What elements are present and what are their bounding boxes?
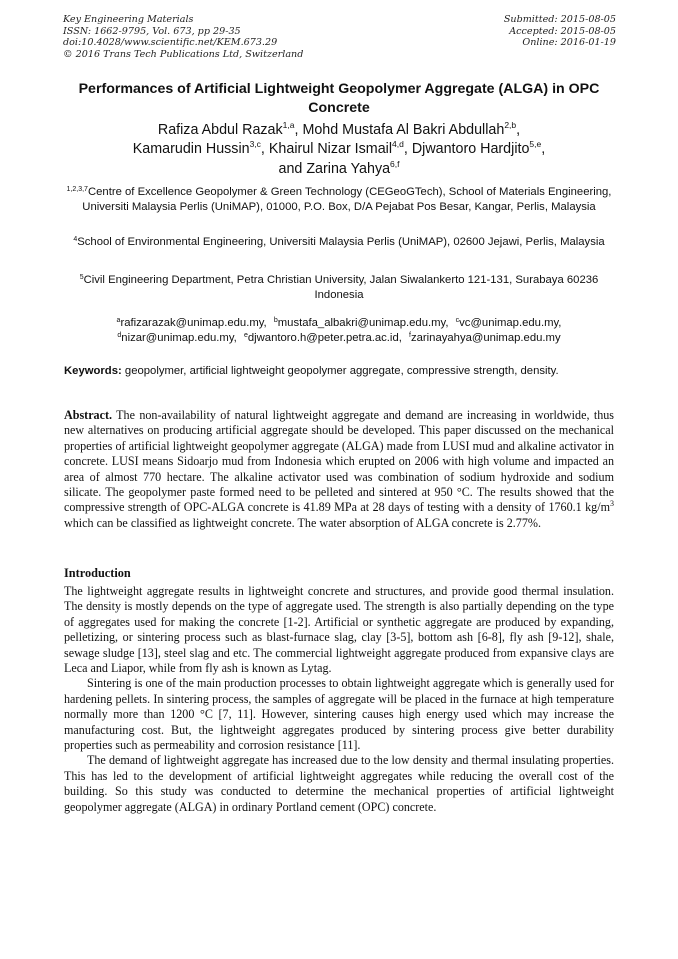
author-name: Rafiza Abdul Razak — [157, 122, 283, 138]
email-sup: e — [243, 331, 248, 339]
abstract-text: The non-availability of natural lightweight aggregate and demand are increasing in worldwide, thus new alternatives on producing artificial aggregate should be developed. This paper discussed on the mechanical properties of artificial lightweight geopolymer aggregate (ALGA) made from LUSI mud and alkaline activator in concrete. LUSI means Sidoarjo mud from Indonesia which erupted on 2006 with high volume and impacted an area of almost 770 hectare. The alkaline activator used was combination of sodium hydroxide and sodium silicate. The geopolymer paste formed need to be pelleted and sintered at 950 °C. The results showed that the compressive strength of OPC-ALGA concrete is 41.89 MPa at 28 days of testing with a density of 1760.1 kg/m — [64, 408, 614, 515]
email-link[interactable]: mustafa_albakri@unimap.edu.my, — [277, 317, 449, 329]
author-name: and Zarina Yahya — [278, 160, 391, 177]
paragraph: Sintering is one of the main production processes to obtain lightweight aggregate which is generally used for hardening pellets. In sintering process, the samples of aggregate will be placed in the furnace at high temperature normally more than 1200 °C [7, 11]. However, sintering causes high energy used which may increase the manufacturing cost. But, the lightweight aggregates produced by sintering process give better durability properties such as permeability and corrosion resistance [11]. — [64, 676, 614, 753]
email-sup: d — [117, 331, 122, 339]
author-sup: 2,b — [504, 120, 517, 130]
author-name: Djwantoro Hardjito — [411, 141, 530, 158]
author-sup: 1,a — [282, 120, 295, 130]
affiliation-text: Centre of Excellence Geopolymer & Green Technology (CEGeoGTech), School of Materials Engineering, Universiti Malaysia Perlis (UniMAP), 01000, P.O. Box, D/A Pejabat Pos Besar, Kangar, Perlis, Malaysia — [82, 186, 612, 213]
online-date: Online: 2016-01-19 — [522, 37, 616, 49]
affiliation-1 — [66, 185, 612, 214]
paragraph: The lightweight aggregate results in lightweight concrete and structures, and provide good thermal insulation. The density is mostly depends on the type of aggregate used. The strength is also partially depending on the type of aggregates used for making the concrete [1-2]. Artificial or synthetic aggregate are produced by expanding, pelletizing, or sintering process such as blast-furnace slag, clay [3-5], bottom ash [6-8], fly ash [9-12], shale, sewage sludge [13], steel slag and etc. The commercial lightweight aggregate produced from expansive clays are Leca and Liapor, while from fly ash is known as Lytag. — [64, 584, 614, 676]
affiliation-sup: 1,2,3,7 — [66, 186, 88, 193]
email-link[interactable]: vc@unimap.edu.my, — [459, 317, 562, 329]
affiliation-2 — [66, 235, 612, 250]
keywords-text: geopolymer, artificial lightweight geopolymer aggregate, compressive strength, density. — [124, 365, 559, 377]
author-list: Rafiza Abdul Razak$^{1,a}$, Mohd Mustafa Al Bakri Abdullah$^{2,b}$, Kamarudin Hussin$^{3,c}$, Khairul Nizar Ismail$^{4,d}$, Djwantoro Hardjito$^{5,e}$, and Zarina Yahya$^{6,f}$ — [132, 120, 546, 177]
author-sup: 6,f — [390, 158, 400, 169]
paragraph: The demand of lightweight aggregate has increased due to the low density and thermal insulating properties. This has led to the development of artificial lightweight aggregates while reducing the overall cost of the building. So this study was conducted to determine the mechanical properties of artificial lightweight geopolymer aggregate (ALGA) in ordinary Portland cement (OPC) concrete. — [64, 753, 614, 814]
email-list — [66, 316, 612, 345]
email-sup: c — [455, 317, 460, 324]
email-sup: f — [409, 331, 411, 339]
journal-name: Key Engineering Materials — [63, 14, 194, 25]
abstract — [64, 408, 614, 531]
keywords-label: Keywords: — [64, 365, 122, 377]
paper-title: Performances of Artificial Lightweight Geopolymer Aggregate (ALGA) in OPC Concrete — [78, 81, 600, 116]
affiliation-sup: 4 — [73, 236, 78, 243]
abstract-text-end: which can be classified as lightweight concrete. The water absorption of ALGA concrete is 2.77%. — [64, 515, 541, 530]
email-sup: b — [273, 317, 278, 324]
email-link[interactable]: zarinayahya@unimap.edu.my — [410, 331, 561, 344]
copyright-line: © 2016 Trans Tech Publications Ltd, Switzerland — [63, 48, 304, 60]
submitted-date: Submitted: 2015-08-05 — [503, 14, 616, 25]
author-sup: 3,c — [249, 139, 261, 150]
email-link[interactable]: rafizarazak@unimap.edu.my, — [120, 317, 267, 329]
introduction-body — [64, 584, 614, 815]
email-link[interactable]: djwantoro.h@peter.petra.ac.id, — [247, 331, 402, 344]
author-name: Kamarudin Hussin — [132, 141, 250, 158]
email-sup: a — [116, 317, 121, 324]
doi-line: doi:10.4028/www.scientific.net/KEM.673.29 — [63, 37, 278, 49]
introduction-heading: Introduction — [64, 566, 131, 580]
dates-header — [504, 14, 616, 49]
accepted-date: Accepted: 2015-08-05 — [509, 25, 616, 37]
author-name: Khairul Nizar Ismail — [268, 141, 393, 158]
abstract-label: Abstract. — [64, 408, 113, 422]
author-sup: 4,d — [392, 139, 404, 150]
issn-volume: ISSN: 1662-9795, Vol. 673, pp 29-35 — [63, 25, 241, 37]
author-sup: 5,e — [529, 139, 542, 150]
keywords — [64, 364, 614, 379]
affiliation-sup: 5 — [79, 274, 84, 281]
affiliation-3 — [66, 273, 612, 302]
journal-info-header — [63, 14, 303, 60]
author-name: Mohd Mustafa Al Bakri Abdullah — [302, 122, 505, 138]
email-link[interactable]: nizar@unimap.edu.my, — [121, 331, 237, 344]
affiliation-text: Civil Engineering Department, Petra Christian University, Jalan Siwalankerto 121-131, Surabaya 60236 Indonesia — [83, 274, 599, 301]
affiliation-text: School of Environmental Engineering, Universiti Malaysia Perlis (UniMAP), 02600 Jejawi, Perlis, Malaysia — [77, 236, 605, 248]
abstract-sup: 3 — [610, 499, 614, 509]
